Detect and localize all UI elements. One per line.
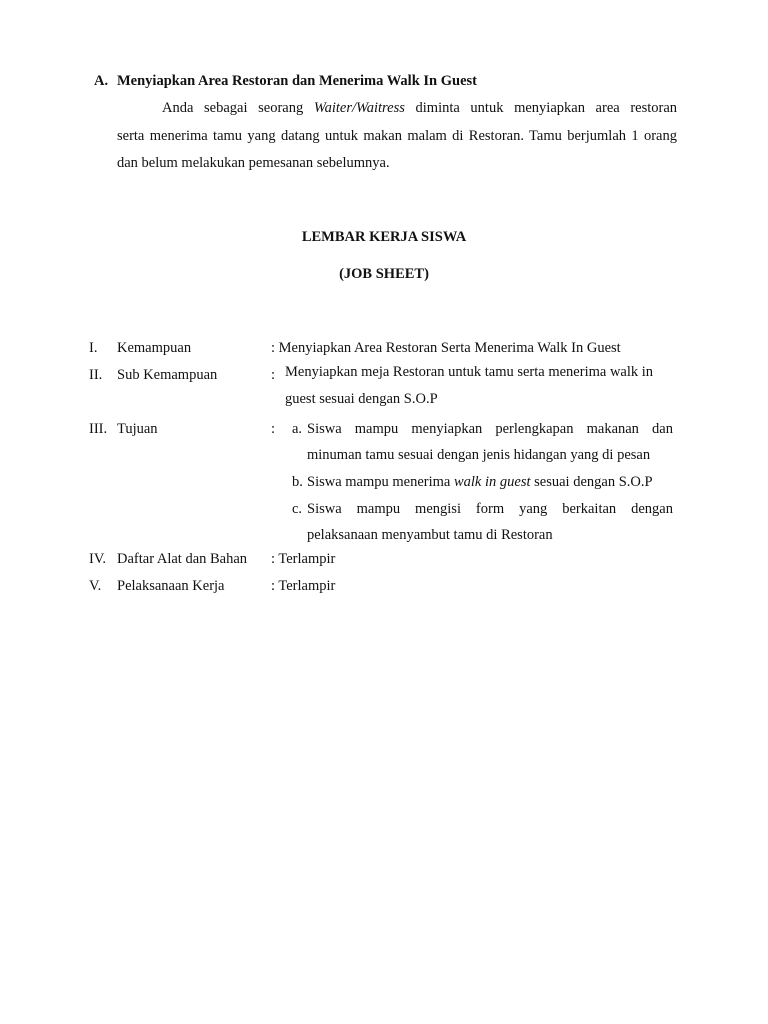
objective-text: Siswa mampu menerima <box>307 474 451 490</box>
paragraph-line-2: serta menerima tamu yang datang untuk makan malam di Restoran. Tamu berjumlah 1 orang <box>117 128 677 144</box>
worksheet-title: LEMBAR KERJA SISWA <box>301 229 467 245</box>
item-value: guest sesuai dengan S.O.P <box>285 391 438 407</box>
objective-text: sesuai dengan S.O.P <box>534 474 653 490</box>
item-value: : Menyiapkan Area Restoran Serta Menerima Walk In Guest <box>271 340 621 356</box>
item-number: II. <box>89 367 103 383</box>
objective-c-line-1: Siswa mampu mengisi form yang berkaitan dengan <box>307 501 673 517</box>
section-title: Menyiapkan Area Restoran dan Menerima Walk In Guest <box>117 73 477 89</box>
item-number: I. <box>89 340 98 356</box>
paragraph-text: Anda sebagai seorang <box>162 100 304 116</box>
objective-b-line <box>307 474 653 491</box>
item-value: : Terlampir <box>271 578 336 594</box>
item-number: V. <box>89 578 102 594</box>
item-label: Kemampuan <box>117 340 192 356</box>
item-value: : Terlampir <box>271 551 336 567</box>
objective-marker: b. <box>292 474 303 490</box>
paragraph-italic-term: Waiter/Waitress <box>313 100 405 116</box>
objective-marker: c. <box>292 501 303 517</box>
item-colon: : <box>271 367 276 383</box>
item-value: Menyiapkan meja Restoran untuk tamu serta menerima walk in <box>285 364 654 380</box>
paragraph-line-3: dan belum melakukan pemesanan sebelumnya. <box>117 155 390 171</box>
item-label: Sub Kemampuan <box>117 367 218 383</box>
section-marker: A. <box>94 73 109 89</box>
worksheet-subtitle: (JOB SHEET) <box>339 266 429 282</box>
objective-marker: a. <box>292 421 303 437</box>
item-number: III. <box>89 421 108 437</box>
objective-a-line-1: Siswa mampu menyiapkan perlengkapan makanan dan <box>307 421 673 437</box>
paragraph-text: diminta untuk menyiapkan area restoran <box>415 100 678 116</box>
item-label: Pelaksanaan Kerja <box>117 578 225 594</box>
item-colon: : <box>271 421 276 437</box>
objective-a-line-2: minuman tamu sesuai dengan jenis hidangan yang di pesan <box>307 447 651 463</box>
item-number: IV. <box>89 551 107 567</box>
item-label: Tujuan <box>117 421 158 437</box>
objective-c-line-2: pelaksanaan menyambut tamu di Restoran <box>307 527 553 543</box>
item-label: Daftar Alat dan Bahan <box>117 551 248 567</box>
paragraph-line-1 <box>162 100 677 117</box>
objective-italic-term: walk in guest <box>453 474 531 490</box>
